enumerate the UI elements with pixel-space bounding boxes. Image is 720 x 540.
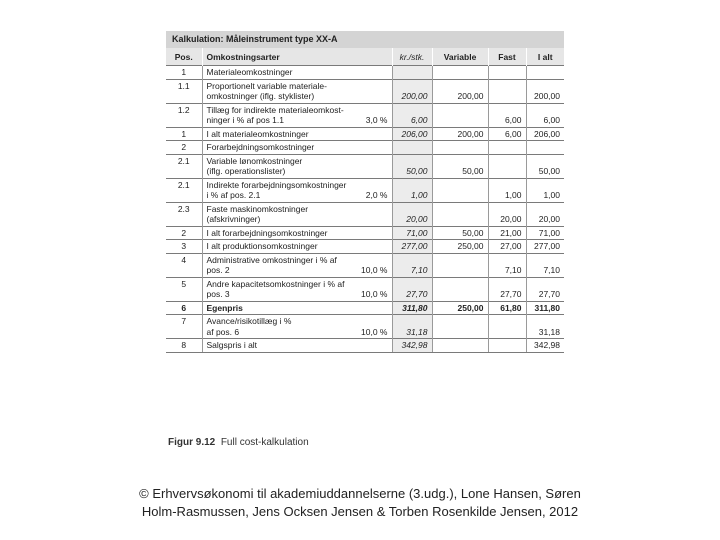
row-description: [202, 66, 392, 80]
row-pos: 2: [166, 141, 202, 155]
row-percent: 3,0 %: [365, 115, 388, 125]
row-pos: 1.1: [166, 79, 202, 103]
row-description-line: omkostninger (iflg. styklister): [206, 91, 315, 101]
row-description-line: Avance/risikotillæg i %: [206, 316, 292, 326]
row-kr-per-unit: [392, 66, 432, 80]
row-fast: 7,10: [488, 253, 526, 277]
row-description-line-wrap: [207, 289, 388, 300]
row-pos: 1: [166, 127, 202, 141]
row-variable: [432, 66, 488, 80]
row-description: [202, 154, 392, 178]
header-fast: Fast: [488, 48, 526, 66]
row-pos: 2.1: [166, 178, 202, 202]
row-description-line: Variable lønomkostninger: [206, 155, 303, 166]
row-description: [202, 240, 392, 254]
row-ialt: 277,00: [526, 240, 564, 254]
row-variable: 200,00: [432, 127, 488, 141]
row-variable: [432, 277, 488, 301]
header-row: [166, 48, 564, 66]
row-description: [202, 79, 392, 103]
row-description-line: af pos. 6: [206, 326, 240, 337]
row-fast: 1,00: [488, 178, 526, 202]
row-description: [202, 315, 392, 339]
table-row: [166, 79, 564, 103]
row-pos: 1: [166, 66, 202, 80]
table-row: [166, 277, 564, 301]
row-kr-per-unit: 200,00: [392, 79, 432, 103]
row-description-line: I alt produktionsomkostninger: [206, 241, 318, 251]
row-ialt: 6,00: [526, 103, 564, 127]
row-description-line: pos. 3: [206, 289, 230, 299]
row-fast: [488, 315, 526, 339]
table-title: Kalkulation: Måleinstrument type XX-A: [166, 31, 564, 48]
row-description-line: Tillæg for indirekte materialeomkost-: [206, 104, 344, 115]
row-description-line: Administrative omkostninger i % af: [206, 254, 337, 265]
row-kr-per-unit: 27,70: [392, 277, 432, 301]
caption-text: Full cost-kalkulation: [220, 437, 309, 448]
row-description-line: (iflg. operationslister): [206, 166, 286, 176]
row-kr-per-unit: 6,00: [392, 103, 432, 127]
header-kr: kr./stk.: [392, 48, 432, 66]
row-kr-per-unit: 342,98: [392, 339, 432, 353]
row-fast: 6,00: [488, 127, 526, 141]
row-variable: 50,00: [432, 154, 488, 178]
row-ialt: [526, 66, 564, 80]
row-percent: 10,0 %: [361, 326, 388, 337]
row-ialt: 71,00: [526, 226, 564, 240]
table-row: [166, 253, 564, 277]
row-fast: 21,00: [488, 226, 526, 240]
calculation-table: [166, 31, 564, 353]
row-variable: [432, 253, 488, 277]
row-ialt: 200,00: [526, 79, 564, 103]
table-row: [166, 226, 564, 240]
row-description-line: ninger i % af pos 1.1: [206, 115, 284, 125]
header-ialt: I alt: [526, 48, 564, 66]
row-pos: 6: [166, 301, 202, 315]
row-kr-per-unit: 71,00: [392, 226, 432, 240]
row-kr-per-unit: 277,00: [392, 240, 432, 254]
row-variable: [432, 202, 488, 226]
caption-label: Figur 9.12: [168, 437, 216, 448]
header-name: Omkostningsarter: [202, 48, 392, 66]
row-ialt: 7,10: [526, 253, 564, 277]
row-description-line: Salgspris i alt: [206, 340, 258, 350]
row-kr-per-unit: 50,00: [392, 154, 432, 178]
copyright-notice: [0, 485, 720, 521]
row-description-line: Indirekte forarbejdningsomkostninger: [206, 179, 347, 190]
row-description-line: Materialeomkostninger: [206, 67, 293, 77]
row-ialt: 1,00: [526, 178, 564, 202]
figure-caption: [168, 437, 309, 448]
row-variable: [432, 178, 488, 202]
row-ialt: 20,00: [526, 202, 564, 226]
row-kr-per-unit: 31,18: [392, 315, 432, 339]
table-row: [166, 66, 564, 80]
row-fast: [488, 79, 526, 103]
copyright-line-2: Holm-Rasmussen, Jens Ocksen Jensen & Torben Rosenkilde Jensen, 2012: [141, 504, 579, 519]
row-ialt: 31,18: [526, 315, 564, 339]
row-kr-per-unit: 20,00: [392, 202, 432, 226]
row-variable: [432, 339, 488, 353]
table-row: [166, 202, 564, 226]
row-percent: 2,0 %: [365, 190, 388, 200]
row-description-line: Egenpris: [206, 302, 243, 313]
table-body: [166, 66, 564, 353]
copyright-line-1: © Erhvervsøkonomi til akademiuddannelserne (3.udg.), Lone Hansen, Søren: [139, 486, 581, 501]
row-description: [202, 202, 392, 226]
row-variable: 200,00: [432, 79, 488, 103]
row-kr-per-unit: 7,10: [392, 253, 432, 277]
row-variable: 250,00: [432, 240, 488, 254]
row-description-line: Faste maskinomkostninger: [206, 203, 309, 214]
row-description: [202, 226, 392, 240]
row-description-line: Forarbejdningsomkostninger: [206, 142, 315, 152]
row-pos: 2: [166, 226, 202, 240]
row-pos: 1.2: [166, 103, 202, 127]
table-row: [166, 339, 564, 353]
table-row: [166, 315, 564, 339]
table-row: [166, 301, 564, 315]
row-fast: [488, 339, 526, 353]
row-description: [202, 301, 392, 315]
table-row: [166, 103, 564, 127]
row-fast: 27,00: [488, 240, 526, 254]
row-variable: [432, 141, 488, 155]
table-row: [166, 141, 564, 155]
row-description-line: Proportionelt variable materiale-: [206, 80, 327, 91]
row-variable: [432, 103, 488, 127]
row-kr-per-unit: 1,00: [392, 178, 432, 202]
row-fast: [488, 154, 526, 178]
row-description-line: (afskrivninger): [206, 214, 261, 224]
row-ialt: 206,00: [526, 127, 564, 141]
table-row: [166, 154, 564, 178]
header-variable: Variable: [432, 48, 488, 66]
row-description: [202, 103, 392, 127]
row-fast: [488, 141, 526, 155]
row-description-line-wrap: [207, 327, 388, 338]
row-variable: 250,00: [432, 301, 488, 315]
cost-table: [166, 48, 564, 353]
row-fast: [488, 66, 526, 80]
row-kr-per-unit: [392, 141, 432, 155]
row-ialt: 50,00: [526, 154, 564, 178]
table-row: [166, 178, 564, 202]
row-description: [202, 178, 392, 202]
row-percent: 10,0 %: [361, 289, 388, 299]
row-fast: 6,00: [488, 103, 526, 127]
row-variable: [432, 315, 488, 339]
row-description: [202, 253, 392, 277]
row-description: [202, 127, 392, 141]
row-pos: 8: [166, 339, 202, 353]
row-pos: 3: [166, 240, 202, 254]
row-description-line: I alt forarbejdningsomkostninger: [206, 227, 328, 238]
row-fast: 61,80: [488, 301, 526, 315]
row-pos: 2.1: [166, 154, 202, 178]
row-description-line-wrap: [207, 265, 388, 276]
table-row: [166, 240, 564, 254]
row-kr-per-unit: 206,00: [392, 127, 432, 141]
row-percent: 10,0 %: [361, 265, 388, 275]
row-ialt: 27,70: [526, 277, 564, 301]
row-pos: 2.3: [166, 202, 202, 226]
row-description-line: pos. 2: [206, 265, 230, 275]
table-row: [166, 127, 564, 141]
header-pos: Pos.: [166, 48, 202, 66]
row-description-line-wrap: [207, 115, 388, 126]
row-description-line: i % af pos. 2.1: [206, 190, 261, 200]
row-description-line: I alt materialeomkostninger: [206, 128, 309, 139]
row-ialt: 342,98: [526, 339, 564, 353]
row-description-line-wrap: [207, 190, 388, 201]
row-fast: 27,70: [488, 277, 526, 301]
row-ialt: 311,80: [526, 301, 564, 315]
row-ialt: [526, 141, 564, 155]
row-description: [202, 339, 392, 353]
row-description: [202, 277, 392, 301]
row-description-line: Andre kapacitetsomkostninger i % af: [206, 278, 345, 289]
row-fast: 20,00: [488, 202, 526, 226]
row-description: [202, 141, 392, 155]
row-variable: 50,00: [432, 226, 488, 240]
row-pos: 7: [166, 315, 202, 339]
row-kr-per-unit: 311,80: [392, 301, 432, 315]
row-pos: 5: [166, 277, 202, 301]
row-pos: 4: [166, 253, 202, 277]
